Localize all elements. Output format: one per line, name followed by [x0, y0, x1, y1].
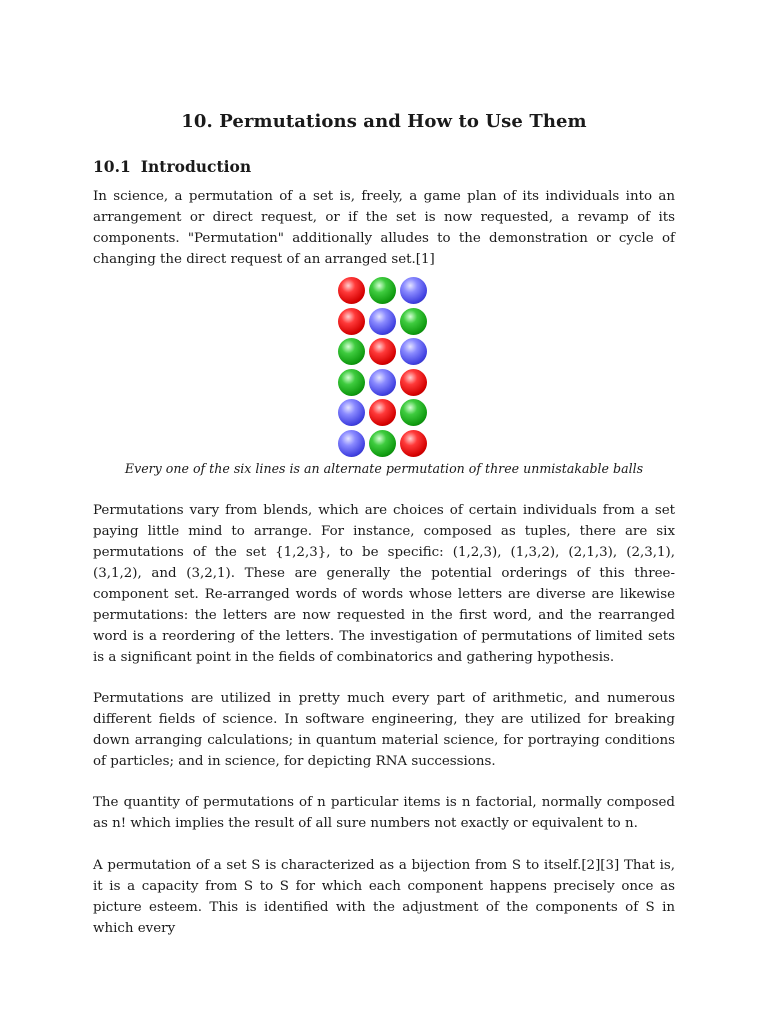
- blue-ball: [400, 338, 427, 365]
- green-ball: [338, 338, 365, 365]
- figure-caption: Every one of the six lines is an alternate permutation of three unmistakable balls: [124, 461, 644, 476]
- blue-ball: [369, 308, 396, 335]
- red-ball: [338, 308, 365, 335]
- green-ball: [400, 399, 427, 426]
- red-ball: [338, 277, 365, 304]
- blue-ball: [338, 430, 365, 457]
- permutation-balls-figure: [338, 277, 433, 457]
- red-ball: [369, 399, 396, 426]
- paragraph: Permutations are utilized in pretty much every part of arithmetic, and numerous different fields of science. In software engineering, they are utilized for breaking down arranging calculations; in quantum material science, for portraying conditions of particles; and in science, for depicting RNA successions.: [93, 691, 675, 769]
- green-ball: [400, 308, 427, 335]
- blue-ball: [400, 277, 427, 304]
- green-ball: [338, 369, 365, 396]
- section-number: 10.1: [93, 157, 131, 176]
- paragraph: A permutation of a set S is characterized as a bijection from S to itself.[2][3] That is, it is a capacity from S to S for which each component happens precisely once as picture esteem. This is identified with the adjustment of the components of S in which every: [93, 858, 675, 936]
- green-ball: [369, 430, 396, 457]
- red-ball: [400, 430, 427, 457]
- paragraph: Permutations vary from blends, which are choices of certain individuals from a set paying little mind to arrange. For instance, composed as tuples, there are six permutations of the set {1,2,3}, to be specific: (1,2,3), (1,3,2), (2,1,3), (2,3,1), (3,1,2), and (3,2,1). These are generally the potential orderings of this three-component set. Re-arranged words of words whose letters are diverse are likewise permutations: the letters are now requested in the first word, and the rearranged word is a reordering of the letters. The investigation of permutations of limited sets is a significant point in the fields of combinatorics and gathering hypothesis.: [93, 503, 675, 665]
- green-ball: [369, 277, 396, 304]
- paragraph: In science, a permutation of a set is, freely, a game plan of its individuals into an arrangement or direct request, or if the set is now requested, a revamp of its components. "Permutation" additionally alludes to the demonstration or cycle of changing the direct request of an arranged set.[1]: [93, 189, 675, 267]
- paragraph: The quantity of permutations of n particular items is n factorial, normally composed as n! which implies the result of all sure numbers not exactly or equivalent to n.: [93, 795, 675, 831]
- red-ball: [369, 338, 396, 365]
- blue-ball: [338, 399, 365, 426]
- blue-ball: [369, 369, 396, 396]
- red-ball: [400, 369, 427, 396]
- chapter-title: 10. Permutations and How to Use Them: [181, 111, 587, 132]
- section-heading: [93, 157, 251, 176]
- section-title: Introduction: [140, 157, 252, 176]
